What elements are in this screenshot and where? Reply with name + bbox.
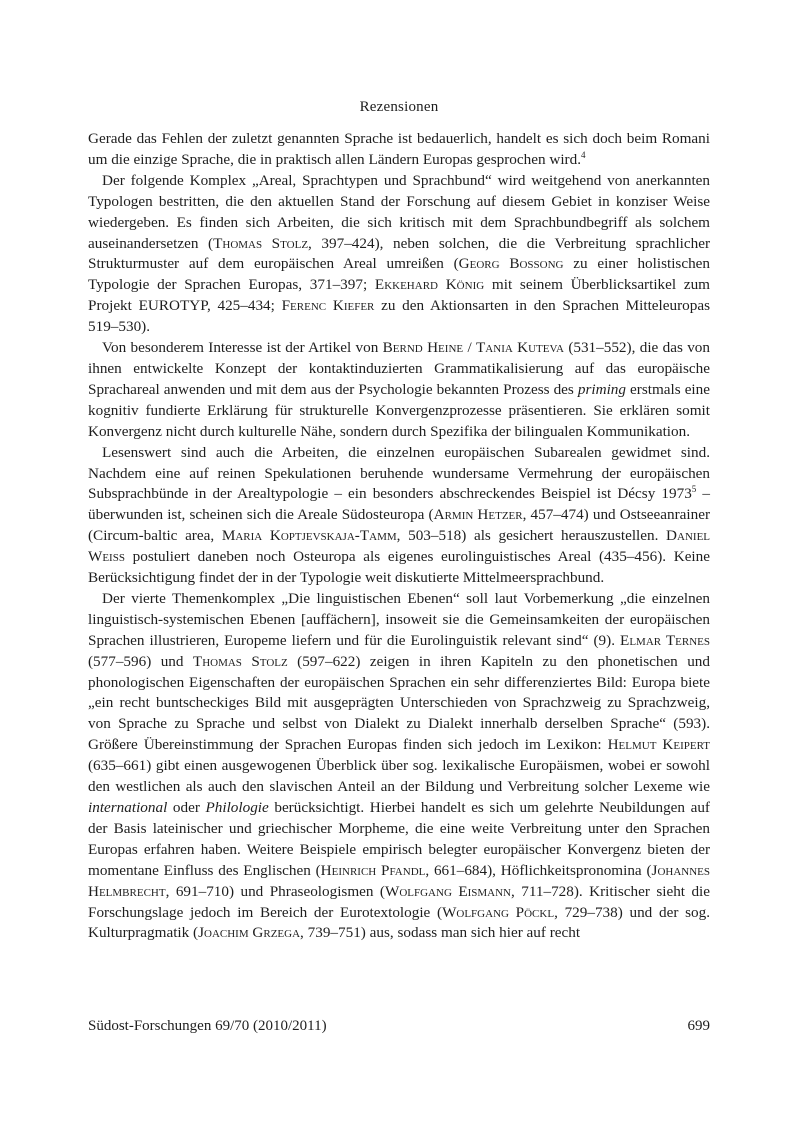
text-run: zu einer holistischen Typologie der Sprachen Europas, 371–397; [88,255,711,294]
author-name: Wolfgang Pöckl [442,903,555,921]
text-run: (635–661) gibt einen ausgewogenen Überblick über sog. lexikalische Europäismen, wobei er sowohl den westlichen als auch den slavischen Anteil an der Bildung und Verbreitung solcher Lexeme wie [88,757,710,796]
italic-term: Philologie [205,799,269,816]
text-run: (531–552), die das von ihnen entwickelte Konzept der kontaktinduzierten Grammatikalisierung auf das europäische Sprachareal anwenden und mit dem aus der Psychologie bekannten Prozess des [88,339,710,398]
author-name: Ekkehard König [374,276,485,294]
italic-term: priming [577,380,626,398]
separator: / [463,339,477,357]
text-run: , 397–424), neben solchen, die die Verbreitung sprachlicher Strukturmuster auf dem europäischen Areal umreißen ( [88,234,711,273]
author-name: Armin Hetzer [433,506,523,524]
text-run: (597–622) zeigen in ihren Kapiteln zu den phonetischen und phonologischen Eigenschaften der europäischen Sprachen ein sehr differenziertes Bild: Europa biete „ein recht buntscheckiges Bild mit ausgeprägten Unterschieden von Sprachzweig zu Sprachzweig, von Sprache zu Sprache und selbst von Dialekt zu Dialekt innerhalb derselben Sprache“ (593). Größere Übereinstimmung der Sprachen Europas finden sich jedoch im Lexikon: [88,652,710,754]
paragraph-2 [88,171,710,338]
paragraph-3 [88,338,710,443]
text-run: mit seinem Überblicksartikel zum Projekt EUROTYP, 425–434; [88,276,710,315]
author-name: Helmut Keipert [607,736,710,754]
journal-citation: Südost-Forschungen 69/70 (2010/2011) [88,1018,327,1034]
text-run: , 457–474) und Ostseeanrainer (Circum-baltic area, [88,506,711,545]
text-run: Der vierte Themenkomplex „Die linguistischen Ebenen“ soll laut Vorbemerkung „die einzelnen linguistisch-systemischen Ebenen [auffächern], insoweit sie die Gemeinsamkeiten der europäischen Sprachen illustrieren, Europeme liefern und für die Eurolinguistik relevant sind“ (9). [88,589,710,649]
text-run: erstmals eine kognitiv fundierte Erklärung für strukturelle Konvergenzprozesse präsentieren. Sie erklären somit Konvergenz nicht durch kulturelle Nähe, sondern durch Spezifika der bilingualen Kommunikation. [88,380,710,440]
footnote-marker: 5 [691,484,697,495]
author-name: Elmar Ternes [620,631,710,649]
author-name: Bernd Heine [382,339,464,357]
text-run: , 739–751) aus, sodass man sich hier auf recht [300,924,581,942]
paragraph-4 [88,443,710,589]
text-run: (577–596) und [88,652,193,670]
author-name: Tania Kuteva [476,339,564,357]
text-run: oder [167,799,206,816]
author-name: Wolfgang Eismann [385,882,512,900]
footnote-marker: 4 [581,149,586,160]
text-run: , 729–738) und der sog. Kulturpragmatik ( [88,903,710,942]
text-run: , 691–710) und Phraseologismen ( [165,882,385,900]
paragraph-5 [88,589,710,944]
text-run: , 661–684), Höflichkeitspronomina ( [425,861,652,879]
author-name: Georg Bossong [458,255,564,273]
author-name: Ferenc Kiefer [281,297,375,315]
author-name: Daniel Weiss [88,527,711,566]
text-run: , 711–728). Kritischer sieht die Forschungslage jedoch im Bereich der Eurotextologie ( [88,882,711,921]
author-name: Johannes Helmbrecht [88,861,711,900]
page-number: 699 [687,1018,710,1034]
running-head: Rezensionen [359,99,439,115]
text-run: , 503–518) als gesichert herauszustellen. [396,527,667,545]
text-run: Gerade das Fehlen der zuletzt genannten Sprache ist bedauerlich, handelt es sich doch beim Romani um die einzige Sprache, die in praktisch allen Ländern Europas gesprochen wird. [88,130,710,168]
text-run: – überwunden ist, scheinen sich die Areale Südosteuropa ( [88,485,711,524]
text-run: berücksichtigt. Hierbei handelt es sich um gelehrte Neubildungen auf der Basis lateinischer und griechischer Morpheme, die eine weite Verbreitung unter den Sprachen Europas erfahren haben. Weitere Beispiele empirisch belegter europäischer Konvergenz bieten der momentane Einfluss des Englischen ( [88,799,710,879]
article-body [88,129,710,944]
text-run: Von besonderem Interesse ist der Artikel von [102,339,383,357]
author-name: Thomas Stolz [192,652,288,670]
text-run: zu den Aktionsarten in den Sprachen Mitteleuropas 519–530). [88,297,710,336]
author-name: Maria Koptjevskaja-Tamm [221,527,397,545]
text-run: Der folgende Komplex „Areal, Sprachtypen und Sprachbund“ wird weitgehend von anerkannten Typologen bestritten, die den aktuellen Stand der Forschung auf diesem Gebiet in konziser Weise wiedergeben. Es finden sich Arbeiten, die sich kritisch mit dem Sprachbundbegriff als solchem auseinandersetzen ( [88,171,710,252]
author-name: Joachim Grzega [198,924,301,942]
text-run: Lesenswert sind auch die Arbeiten, die einzelnen europäischen Subarealen gewidmet sind. Nachdem eine auf reinen Spekulationen beruhende wundersame Vermehrung der europäischen Subsprachbünde in der Arealtypologie – ein besonders abschreckendes Beispiel ist Décsy 1973 [88,443,710,503]
author-name: Heinrich Pfandl [320,861,426,879]
text-run: postuliert daneben noch Osteuropa als eigenes eurolinguistisches Areal (435–456). Keine Berücksichtigung findet der in der Typologie weit diskutierte Mittelmeersprachbund. [88,548,710,587]
italic-term: international [88,799,168,816]
paragraph-1 [88,129,710,171]
author-name: Thomas Stolz [213,234,309,252]
